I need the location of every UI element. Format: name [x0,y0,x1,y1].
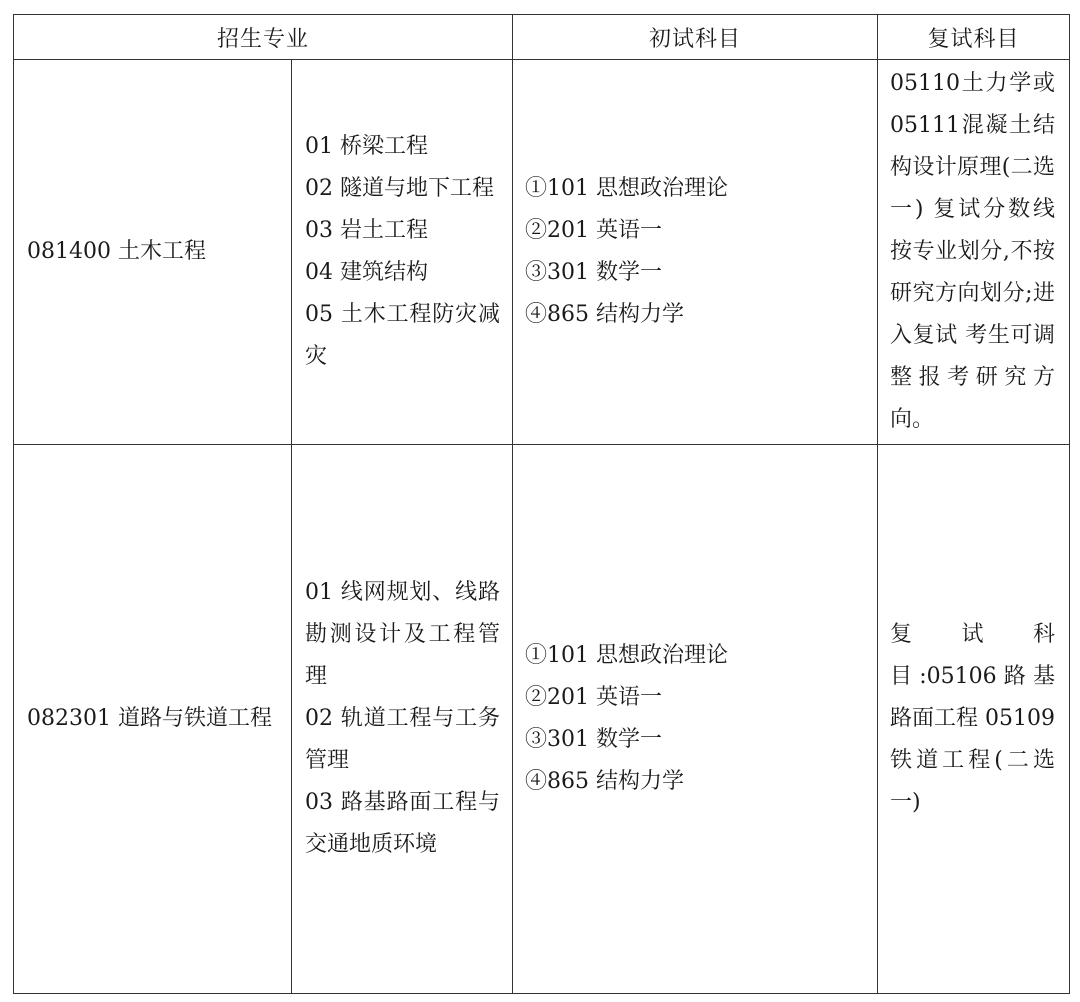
table-row [14,60,1070,445]
subject-item: ③301 数学一 [525,727,663,752]
major-cell: 081400 土木工程 [14,60,292,445]
major-cell: 082301 道路与铁道工程 [14,445,292,994]
initial-subjects-cell [513,445,878,994]
directions-cell [292,445,513,994]
direction-item: 01 线网规划、线路勘测设计及工程管理 [305,580,501,689]
subject-item: ③301 数学一 [525,260,663,285]
retest-cell: 05110土力学或05111混凝土结构设计原理(二选一) 复试分数线按专业划分,不按研究方向划分;进入复试 考生可调整报考研究方向。 [878,60,1070,445]
direction-item: 04 建筑结构 [305,260,428,285]
subject-item: ②201 英语一 [525,218,663,243]
header-retest-subjects: 复试科目 [878,15,1070,60]
initial-subjects-cell [513,60,878,445]
direction-item: 01 桥梁工程 [305,134,428,159]
subject-item: ①101 思想政治理论 [525,643,729,668]
direction-item: 02 隧道与地下工程 [305,176,494,201]
subject-item: ①101 思想政治理论 [525,176,729,201]
header-initial-subjects: 初试科目 [513,15,878,60]
header-major: 招生专业 [14,15,513,60]
direction-item: 03 路基路面工程与交通地质环境 [305,790,501,857]
table-row [14,445,1070,994]
direction-item: 05 土木工程防灾减灾 [305,302,501,369]
admission-table [13,14,1070,994]
subject-item: ②201 英语一 [525,685,663,710]
retest-cell: 复试科目:05106路基路面工程 05109铁道工程(二选一) [878,445,1070,994]
direction-item: 03 岩土工程 [305,218,428,243]
directions-cell [292,60,513,445]
direction-item: 02 轨道工程与工务管理 [305,706,501,773]
table-header-row [14,15,1070,60]
subject-item: ④865 结构力学 [525,769,685,794]
subject-item: ④865 结构力学 [525,302,685,327]
